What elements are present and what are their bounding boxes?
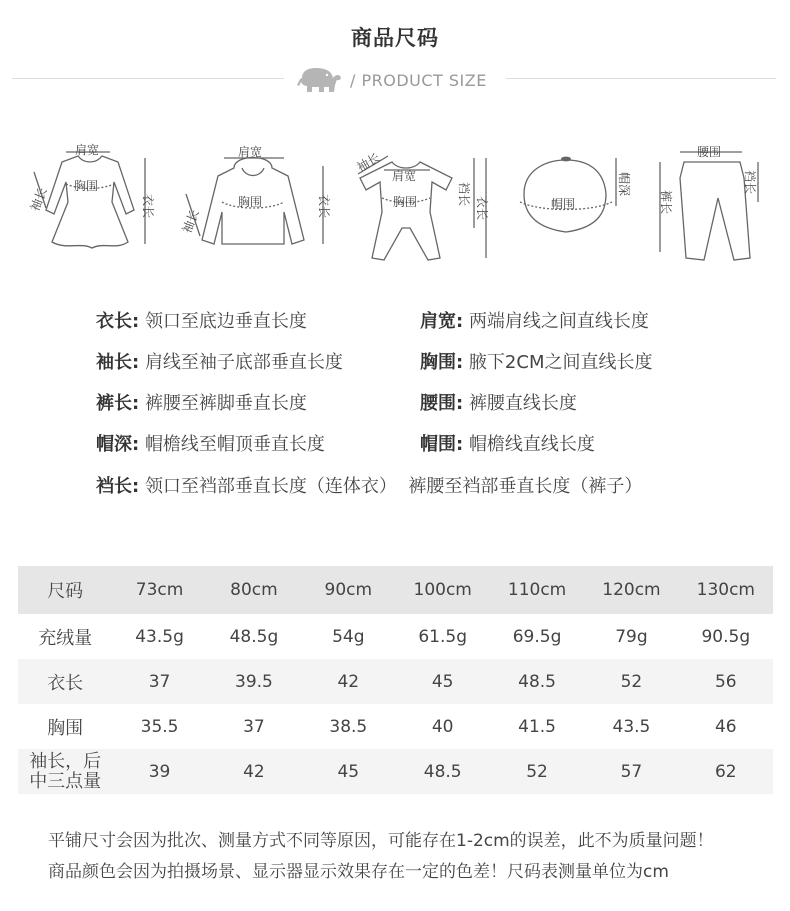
table-header-cell: 80cm xyxy=(207,566,301,614)
hat-figure xyxy=(520,157,632,232)
romper-crotch-label: 裆长 xyxy=(457,182,471,207)
definition-chest: 胸围: 腋下2CM之间直线长度 xyxy=(420,352,653,373)
table-cell: 48.5 xyxy=(396,749,490,794)
table-cell: 45 xyxy=(396,659,490,704)
disclaimer-notes xyxy=(48,826,714,888)
dress-chest-label: 胸围 xyxy=(74,179,99,193)
table-cell: 43.5 xyxy=(612,716,651,737)
definition-hat-circumference: 帽围: 帽檐线直线长度 xyxy=(420,434,595,455)
table-row xyxy=(18,749,773,794)
definition-sleeve: 袖长: 肩线至袖子底部垂直长度 xyxy=(96,352,343,373)
dress-length-label: 衣长 xyxy=(141,194,155,219)
dress-sleeve-label: 袖长 xyxy=(27,185,50,214)
table-cell: 43.5g xyxy=(135,626,184,647)
table-cell: 46 xyxy=(714,716,737,737)
definition-crotch: 裆长: 领口至裆部垂直长度（连体衣） 裤腰至裆部垂直长度（裤子） xyxy=(96,476,643,497)
table-cell: 39 xyxy=(112,749,206,794)
romper-shoulder-label: 肩宽 xyxy=(392,169,417,183)
divider-right xyxy=(506,78,776,79)
table-cell: 35.5 xyxy=(140,716,179,737)
table-header-cell: 73cm xyxy=(112,566,206,614)
table-cell: 56 xyxy=(679,659,773,704)
jacket-shoulder-label: 肩宽 xyxy=(238,145,263,159)
table-cell: 37 xyxy=(243,716,265,737)
romper-sleeve-label: 袖长 xyxy=(354,150,383,175)
table-cell: 69.5g xyxy=(512,626,562,647)
table-row-label: 充绒量 xyxy=(38,627,93,649)
definition-hat-depth: 帽深: 帽檐线至帽顶垂直长度 xyxy=(96,434,325,455)
table-row-label: 袖长，后中三点量 xyxy=(18,749,112,794)
dress-figure xyxy=(27,142,155,248)
hat-depth-label: 帽深 xyxy=(617,172,631,197)
table-cell: 38.5 xyxy=(329,716,368,737)
jacket-figure xyxy=(179,144,331,244)
table-cell: 39.5 xyxy=(207,659,301,704)
table-cell: 42 xyxy=(207,749,301,794)
table-row xyxy=(18,614,773,659)
table-row-label: 胸围 xyxy=(47,717,84,739)
definition-pants-length: 裤长: 裤腰至裤脚垂直长度 xyxy=(96,393,307,414)
table-cell: 54g xyxy=(332,626,365,647)
jacket-chest-label: 胸围 xyxy=(238,195,263,209)
table-header-cell: 110cm xyxy=(490,566,584,614)
garment-illustrations xyxy=(0,132,790,272)
table-header-row xyxy=(18,566,773,614)
subtitle-group xyxy=(296,66,487,94)
pants-length-label: 裤长 xyxy=(659,190,673,215)
definition-length: 衣长: 领口至底边垂直长度 xyxy=(96,311,307,332)
romper-length-label: 衣长 xyxy=(475,196,489,221)
jacket-length-label: 衣长 xyxy=(317,194,331,219)
table-header-cell: 尺码 xyxy=(18,566,112,614)
table-cell: 48.5g xyxy=(229,626,279,647)
table-cell: 61.5g xyxy=(418,626,468,647)
pants-figure xyxy=(659,145,758,260)
table-header-cell: 100cm xyxy=(396,566,490,614)
elephant-icon xyxy=(296,66,344,94)
pants-waist-label: 腰围 xyxy=(697,145,722,159)
note-line: 商品颜色会因为拍摄场景、显示器显示效果存在一定的色差！尺码表测量单位为cm xyxy=(48,862,669,882)
table-row xyxy=(18,704,773,749)
definition-waist: 腰围: 裤腰直线长度 xyxy=(420,393,577,414)
table-cell: 52 xyxy=(490,749,584,794)
definition-shoulder: 肩宽: 两端肩线之间直线长度 xyxy=(420,311,649,332)
hat-circumference-label: 帽围 xyxy=(551,197,576,211)
table-cell: 37 xyxy=(112,659,206,704)
table-cell: 48.5 xyxy=(490,659,584,704)
size-table xyxy=(18,566,773,794)
table-cell: 42 xyxy=(301,659,395,704)
romper-chest-label: 胸围 xyxy=(393,195,418,209)
table-cell: 41.5 xyxy=(518,716,556,737)
subtitle: / PRODUCT SIZE xyxy=(350,70,487,90)
table-header-cell: 120cm xyxy=(584,566,678,614)
note-line: 平铺尺寸会因为批次、测量方式不同等原因，可能存在1-2cm的误差，此不为质量问题！ xyxy=(48,831,714,851)
table-cell: 52 xyxy=(584,659,678,704)
table-cell: 62 xyxy=(679,749,773,794)
romper-figure xyxy=(354,150,489,260)
table-cell: 40 xyxy=(431,716,454,737)
table-header-cell: 130cm xyxy=(679,566,773,614)
table-header-cell: 90cm xyxy=(301,566,395,614)
divider-left xyxy=(12,78,284,79)
jacket-sleeve-label: 袖长 xyxy=(179,207,202,236)
dress-shoulder-label: 肩宽 xyxy=(75,143,100,157)
pants-crotch-label: 裆长 xyxy=(743,170,757,195)
table-row xyxy=(18,659,773,704)
table-cell: 45 xyxy=(301,749,395,794)
page-title: 商品尺码 xyxy=(351,26,439,50)
table-cell: 57 xyxy=(584,749,678,794)
table-cell: 90.5g xyxy=(701,626,751,647)
table-cell: 79g xyxy=(615,626,648,647)
table-row-label: 衣长 xyxy=(18,659,112,704)
